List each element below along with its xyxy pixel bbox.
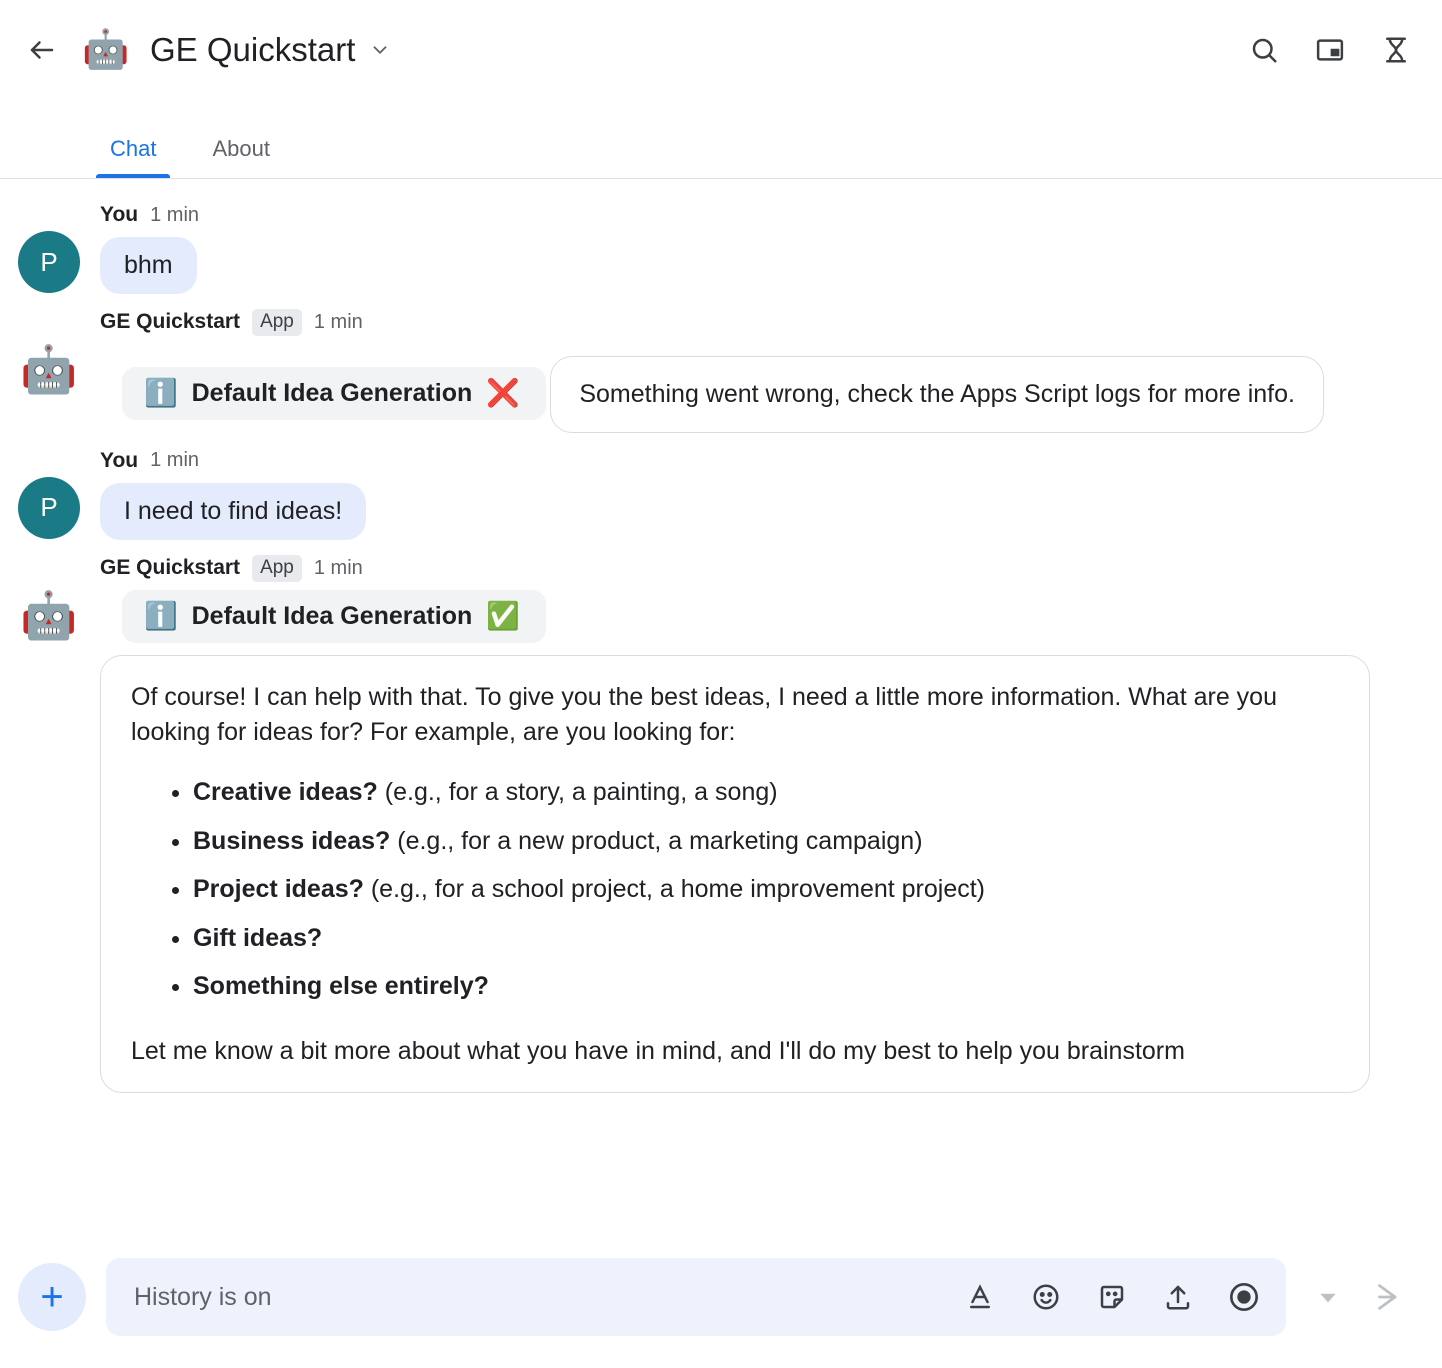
message-body bbox=[100, 554, 1412, 1093]
message-meta bbox=[100, 308, 1412, 336]
list-item bbox=[193, 775, 1339, 810]
list-item bbox=[193, 921, 1339, 956]
list-item bbox=[193, 969, 1339, 1004]
timestamp: 1 min bbox=[150, 449, 200, 472]
composer-input-wrapper[interactable] bbox=[106, 1258, 1286, 1336]
tab-chat[interactable] bbox=[96, 136, 170, 178]
bot-avatar-icon: 🤖 bbox=[20, 343, 78, 396]
card-tail-text: Let me know a bit more about what you have in mind, and I'll do my best to help you brainstorm bbox=[131, 1036, 1185, 1065]
page-title: GE Quickstart bbox=[150, 31, 356, 68]
avatar-column bbox=[18, 308, 100, 433]
record-icon[interactable] bbox=[1224, 1277, 1264, 1317]
emoji-icon[interactable] bbox=[1026, 1277, 1066, 1317]
list-item-rest: (e.g., for a new product, a marketing campaign) bbox=[390, 826, 923, 855]
message-meta bbox=[100, 201, 1412, 229]
app-avatar-icon bbox=[82, 26, 130, 74]
upload-icon[interactable] bbox=[1158, 1277, 1198, 1317]
list-item bbox=[193, 872, 1339, 907]
message-item bbox=[0, 554, 1442, 1093]
message-meta bbox=[100, 554, 1412, 582]
picture-in-picture-icon[interactable] bbox=[1310, 30, 1350, 70]
hourglass-icon[interactable] bbox=[1376, 30, 1416, 70]
back-button[interactable] bbox=[18, 26, 66, 74]
avatar-column bbox=[18, 447, 100, 540]
sender-name: GE Quickstart bbox=[100, 310, 241, 334]
timestamp: 1 min bbox=[150, 203, 200, 226]
card-header bbox=[122, 590, 546, 643]
sender-name: You bbox=[100, 203, 139, 226]
message-item bbox=[0, 447, 1442, 540]
list-item-rest: (e.g., for a story, a painting, a song) bbox=[377, 778, 778, 806]
list-item-rest: (e.g., for a school project, a home improvement project) bbox=[363, 875, 986, 903]
header-actions bbox=[1244, 30, 1416, 70]
message-input[interactable] bbox=[132, 1282, 960, 1313]
list-item-bold: Gift ideas? bbox=[193, 923, 323, 952]
app-title-menu[interactable] bbox=[150, 31, 391, 69]
list-item-bold: Business ideas? bbox=[193, 826, 391, 855]
send-button[interactable] bbox=[1360, 1269, 1416, 1325]
message-composer bbox=[0, 1244, 1442, 1368]
avatar-column bbox=[18, 201, 100, 294]
message-item bbox=[0, 201, 1442, 294]
list-item-bold: Project ideas? bbox=[193, 875, 364, 903]
message-bubble: I need to find ideas! bbox=[100, 483, 366, 540]
sender-name: GE Quickstart bbox=[100, 556, 241, 579]
list-item-bold: Creative ideas? bbox=[193, 778, 378, 806]
card-title: Default Idea Generation bbox=[191, 602, 473, 630]
timestamp: 1 min bbox=[313, 556, 363, 579]
list-item-bold: Something else entirely? bbox=[193, 972, 489, 1000]
sticker-icon[interactable] bbox=[1092, 1277, 1132, 1317]
avatar: P bbox=[18, 477, 80, 539]
format-text-icon[interactable] bbox=[960, 1277, 1000, 1317]
info-icon: ℹ️ bbox=[144, 601, 178, 631]
plus-icon: + bbox=[40, 1274, 64, 1319]
send-options-caret-icon[interactable] bbox=[1302, 1271, 1354, 1323]
add-attachment-button[interactable] bbox=[18, 1263, 86, 1331]
card-body bbox=[550, 356, 1324, 433]
tab-about[interactable] bbox=[198, 136, 284, 178]
avatar: P bbox=[18, 231, 80, 293]
tab-chat-label: Chat bbox=[110, 136, 157, 161]
app-badge: App bbox=[252, 309, 302, 336]
list-item bbox=[193, 824, 1339, 859]
card-text: Something went wrong, check the Apps Script logs for more info. bbox=[579, 380, 1295, 409]
tab-bar bbox=[0, 100, 1442, 179]
card-body bbox=[100, 655, 1370, 1093]
card-intro-text: Of course! I can help with that. To give you the best ideas, I need a little more information. What are you looking for ideas for? For example, are you looking for: bbox=[131, 683, 1277, 746]
message-item bbox=[0, 308, 1442, 433]
chevron-down-icon bbox=[369, 39, 391, 61]
tab-about-label: About bbox=[212, 136, 270, 161]
sender-name: You bbox=[100, 448, 139, 472]
message-body bbox=[100, 308, 1412, 433]
app-header bbox=[0, 0, 1442, 100]
message-meta bbox=[100, 447, 1412, 475]
composer-icons bbox=[960, 1277, 1264, 1317]
timestamp: 1 min bbox=[313, 310, 363, 333]
success-icon: ✅ bbox=[486, 601, 520, 631]
message-body bbox=[100, 201, 1412, 294]
search-icon[interactable] bbox=[1244, 30, 1284, 70]
idea-category-list bbox=[131, 775, 1339, 1004]
back-arrow-icon bbox=[27, 35, 57, 65]
card-title: Default Idea Generation bbox=[191, 379, 473, 408]
send-group bbox=[1302, 1269, 1416, 1325]
card-header bbox=[122, 367, 546, 420]
app-badge: App bbox=[252, 555, 302, 582]
message-bubble: bhm bbox=[100, 237, 197, 294]
error-icon: ❌ bbox=[486, 378, 520, 409]
info-icon: ℹ️ bbox=[144, 378, 178, 409]
message-body bbox=[100, 447, 1412, 540]
app-avatar-glyph: 🤖 bbox=[82, 29, 130, 71]
message-list[interactable] bbox=[0, 179, 1442, 1244]
bot-avatar-icon: 🤖 bbox=[20, 589, 78, 641]
avatar-column bbox=[18, 554, 100, 1093]
